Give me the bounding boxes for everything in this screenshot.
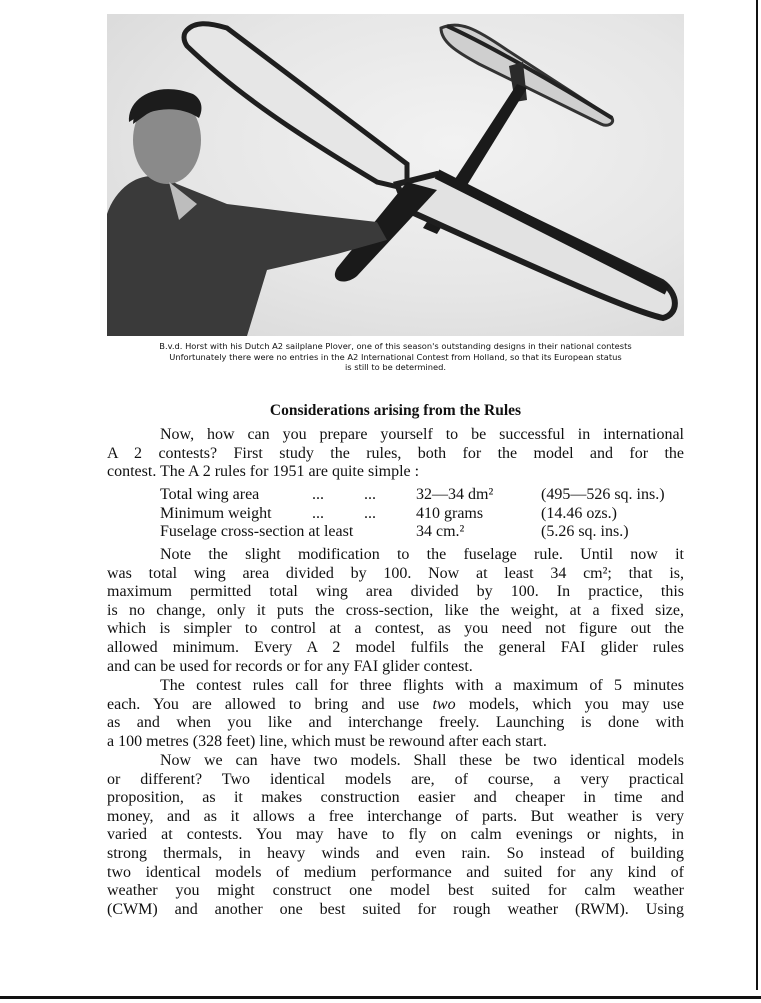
- rule-label: Total wing area: [160, 486, 260, 503]
- paragraph-intro: [107, 426, 684, 482]
- text-line: proposition, as it makes construction easier and cheaper in time and: [107, 789, 684, 807]
- page-edge: [756, 0, 758, 990]
- paragraph-two-models: [107, 752, 684, 919]
- rule-label: Minimum weight: [160, 504, 272, 522]
- text-line: A 2 contests? First study the rules, both for the model and for the: [107, 444, 684, 462]
- rule-metric-value: 34 cm.²: [416, 523, 465, 540]
- rule-metric-value: 410 grams: [416, 504, 484, 522]
- rule-imperial-value: (14.46 ozs.): [541, 504, 617, 522]
- text-line: a 100 metres (328 feet) line, which must be rewound after each start.: [107, 732, 547, 750]
- section-heading: Considerations arising from the Rules: [269, 402, 522, 419]
- text-line: and can be used for records or for any FAI glider contest.: [107, 657, 473, 675]
- text-line: as and when you like and interchange freely. Launching is done with: [107, 714, 684, 732]
- text-line: or different? Two identical models are, of course, a very practical: [107, 770, 684, 788]
- caption-line: B.v.d. Horst with his Dutch A2 sailplane Plover, one of this season's outstanding designs in their national contests: [159, 341, 632, 351]
- caption-line: is still to be determined.: [344, 362, 447, 373]
- photo-glider: [107, 14, 684, 336]
- rule-leader: ...: [364, 486, 376, 503]
- text-line: varied at contests. You may have to fly on calm evenings or nights, in: [107, 826, 684, 844]
- rule-imperial-value: (495—526 sq. ins.): [541, 486, 665, 503]
- text-line: Note the slight modification to the fuselage rule. Until now it: [160, 546, 684, 563]
- text-line: contest. The A 2 rules for 1951 are quite simple :: [107, 463, 420, 481]
- rule-imperial-value: (5.26 sq. ins.): [541, 523, 629, 540]
- text-line: which is simpler to control at a contest, as you need not figure out the: [107, 620, 684, 638]
- emphasis: two: [432, 695, 456, 713]
- text-line: two identical models of medium performance and suited for any kind of: [107, 863, 684, 881]
- rule-label: Fuselage cross-section at least: [160, 523, 354, 540]
- text-line: The contest rules call for three flights with a maximum of 5 minutes: [160, 677, 684, 694]
- rule-leader: ...: [364, 504, 376, 522]
- text-line: is no change, only it puts the cross-section, like the weight, at a fixed size,: [107, 601, 684, 619]
- text-line: money, and as it allows a free interchange of parts. But weather is very: [107, 807, 684, 825]
- text-line: weather you might construct one model best suited for calm weather: [107, 882, 684, 900]
- page-edge: [0, 996, 761, 999]
- rule-metric-value: 32—34 dm²: [416, 486, 494, 503]
- text-line: Now, how can you prepare yourself to be successful in international: [160, 426, 684, 443]
- text-line: each. You are allowed to bring and use two models, which you may use: [107, 695, 684, 713]
- rule-leader: ...: [312, 504, 324, 522]
- photo-illustration: [107, 14, 684, 336]
- text-line: Now we can have two models. Shall these be two identical models: [160, 752, 684, 769]
- text-line: was total wing area divided by 100. Now at least 34 cm²; that is,: [107, 564, 684, 582]
- caption-line: Unfortunately there were no entries in the A2 International Contest from Holland, so that its European status: [169, 351, 622, 362]
- text-line: (CWM) and another one best suited for rough weather (RWM). Using: [107, 900, 684, 918]
- text-line: strong thermals, in heavy winds and even rain. So instead of building: [107, 844, 684, 862]
- rule-leader: ...: [312, 486, 324, 503]
- paragraph-fuselage-rule: [107, 546, 684, 676]
- text-line: allowed minimum. Every A 2 model fulfils the general FAI glider rules: [107, 638, 684, 656]
- paragraph-contest-rules: [107, 677, 684, 751]
- photo-caption: [107, 341, 684, 373]
- text-line: maximum permitted total wing area divided by 100. In practice, this: [107, 583, 684, 601]
